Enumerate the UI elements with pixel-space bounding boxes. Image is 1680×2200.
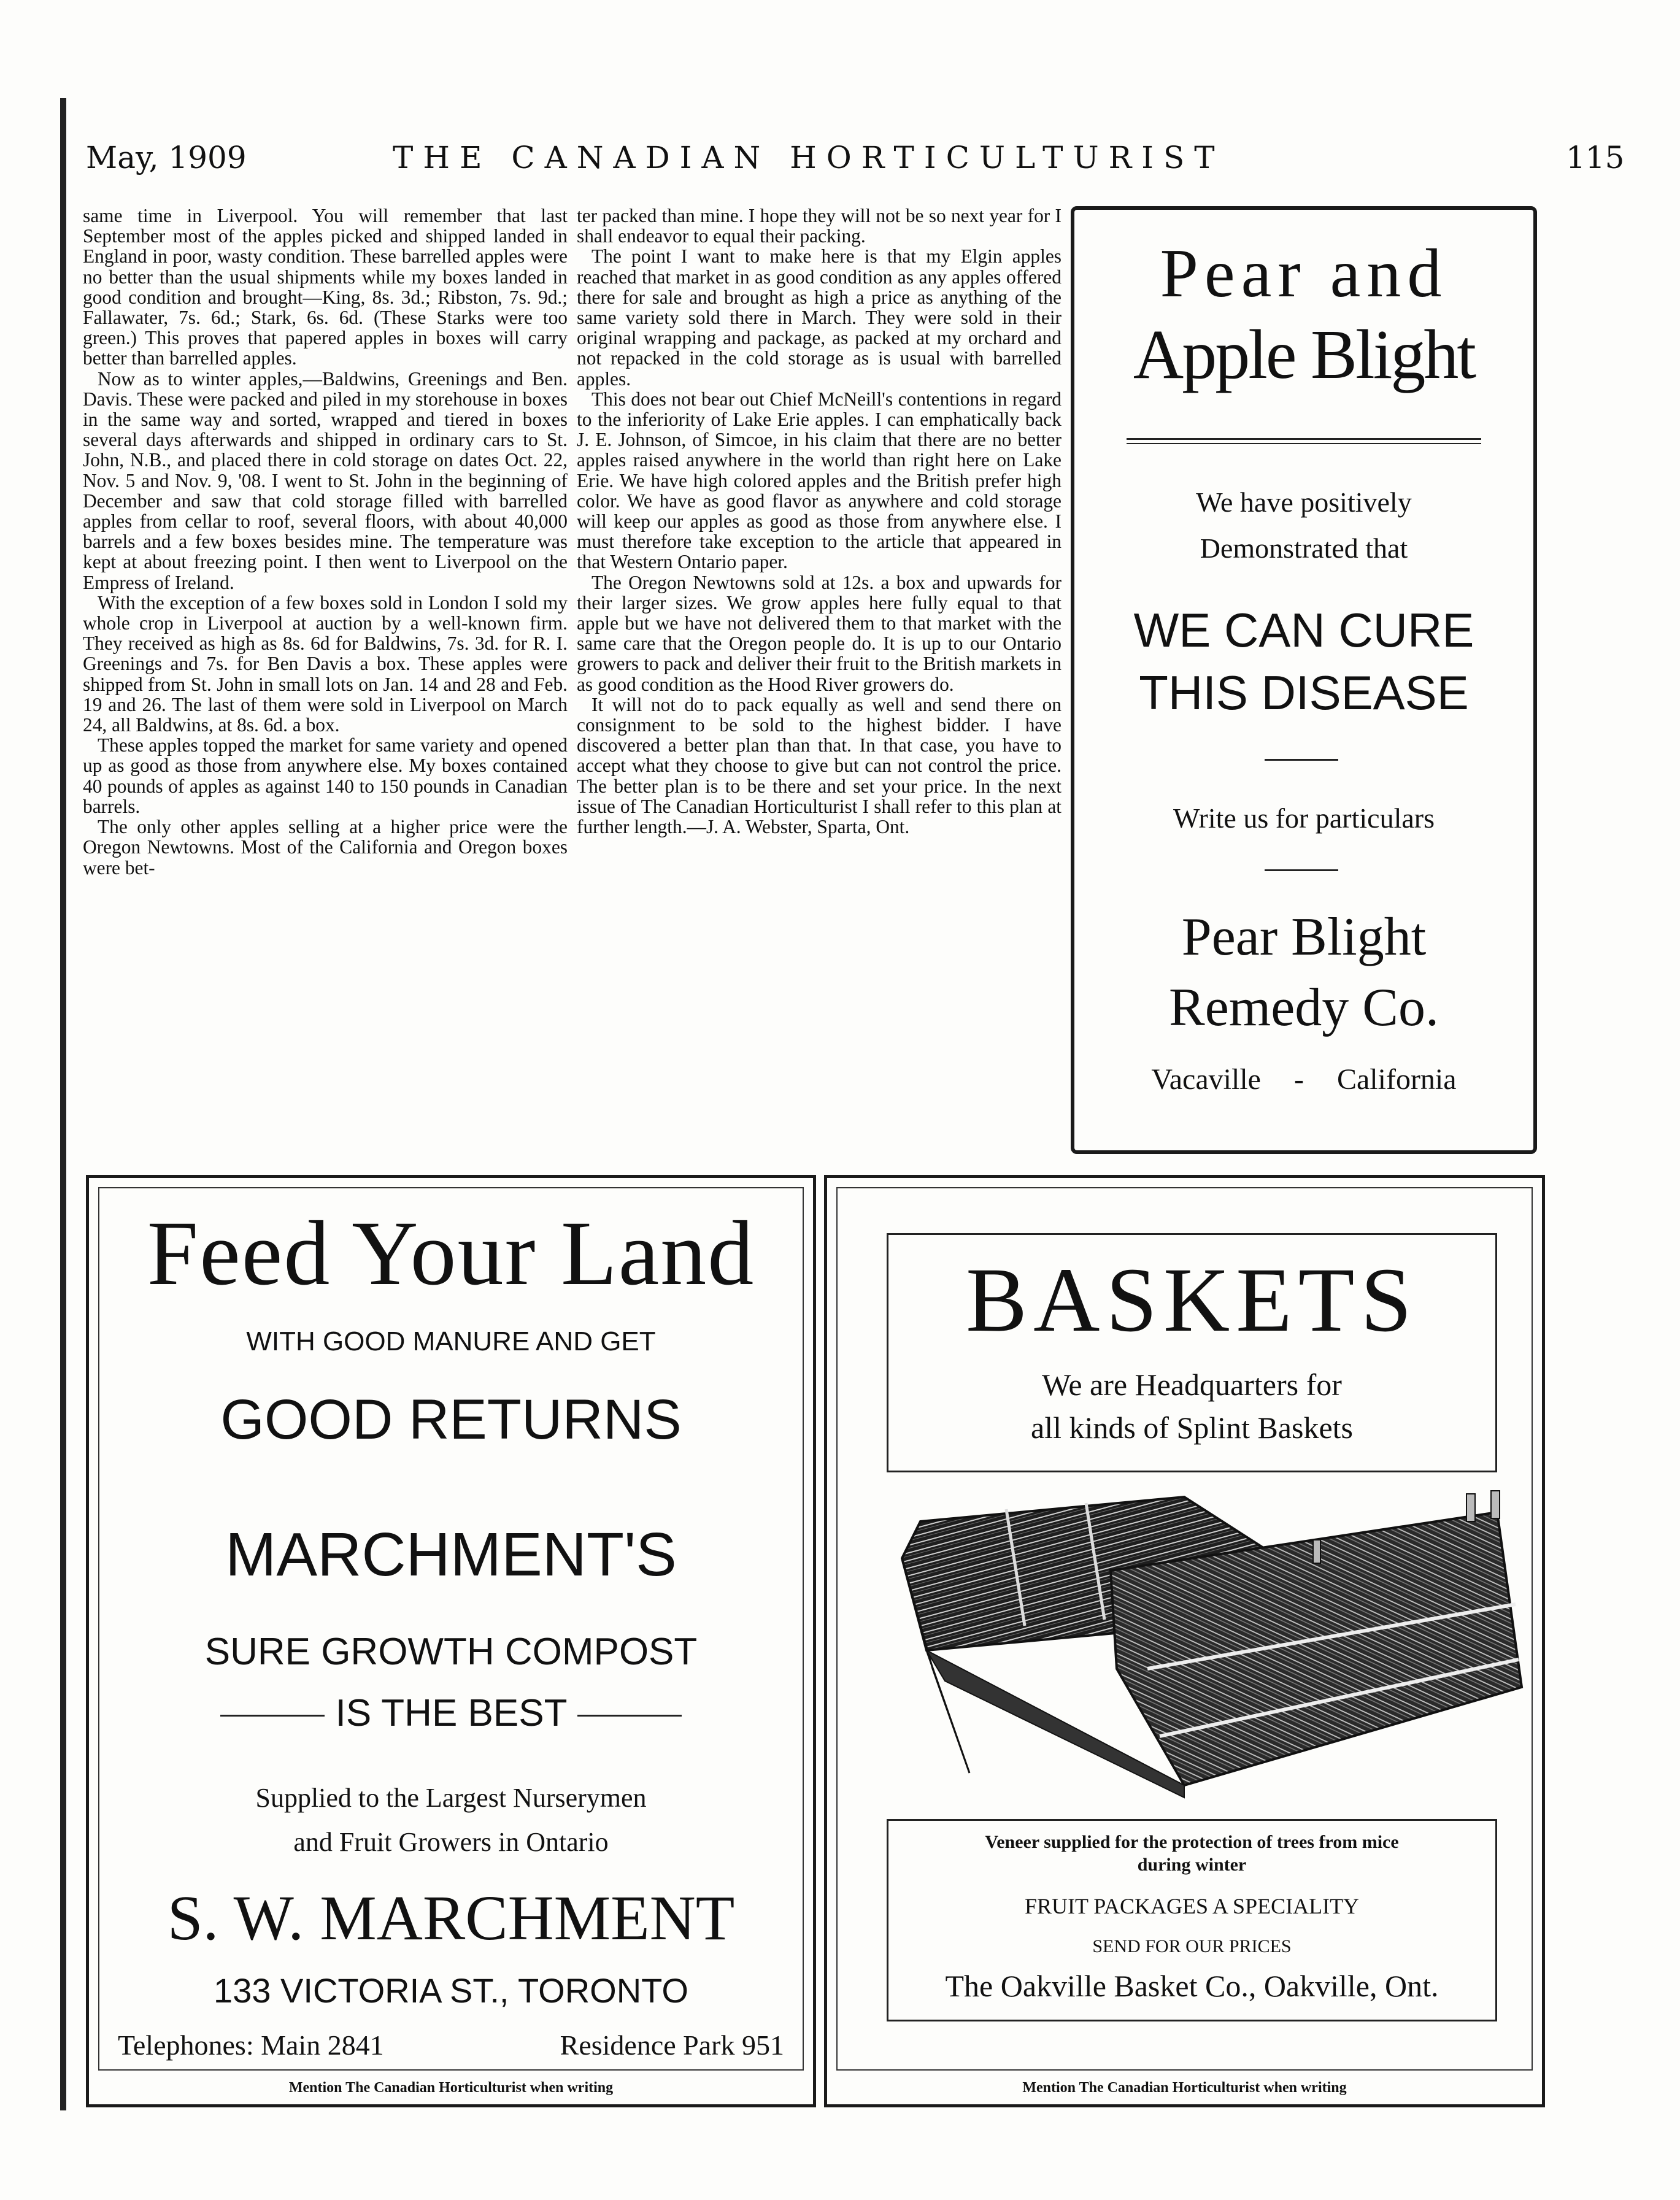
- lid-post: [1313, 1540, 1320, 1563]
- baskets-title-panel: [887, 1233, 1497, 1472]
- feed-ad-product: SURE GROWTH COMPOST: [204, 1631, 698, 1673]
- baskets-sub-1: We are Headquarters for: [1042, 1367, 1342, 1402]
- pear-ad-company-line1: Pear Blight: [1181, 907, 1427, 967]
- divider: [1265, 869, 1338, 871]
- article-paragraph: It will not do to pack equally as well and send there on consignment to be sold to the highest bidder. I have discovered a better plan than that. In that case, you have to accept what they choose to give but can not control the price. The better plan is to be there and set your price. In the next issue of The Canadian Horticulturist I shall refer to this plan at further length.—J. A. Webster, Sparta, Ont.: [577, 693, 1062, 838]
- pear-ad-title-line2: Apple Blight: [1133, 315, 1475, 393]
- feed-ad-address: 133 VICTORIA ST., TORONTO: [214, 1971, 688, 2010]
- feed-ad-best-line: [99, 1691, 803, 1735]
- baskets-sub-2: all kinds of Splint Baskets: [1031, 1410, 1353, 1445]
- location-city: Vacaville: [1151, 1063, 1261, 1096]
- pear-ad-company-line2: Remedy Co.: [1169, 978, 1439, 1037]
- issue-date: May, 1909: [86, 140, 247, 175]
- prices-line: SEND FOR OUR PRICES: [1092, 1936, 1292, 1956]
- left-margin-rule: [60, 98, 66, 2110]
- veneer-line-2: during winter: [1137, 1855, 1247, 1875]
- article-column-1: [83, 206, 568, 878]
- feed-ad-returns: GOOD RETURNS: [220, 1388, 682, 1451]
- feed-ad-supplied-2: and Fruit Growers in Ontario: [293, 1827, 609, 1857]
- rule-right: [577, 1715, 682, 1717]
- publication-title: THE CANADIAN HORTICULTURIST: [393, 140, 1225, 175]
- feed-ad-subline: WITH GOOD MANURE AND GET: [246, 1326, 656, 1356]
- pear-ad-write-line: Write us for particulars: [1173, 802, 1435, 834]
- article-paragraph: With the exception of a few boxes sold in London I sold my whole crop in Liverpool at auction by a well-known firm. They received as high as 8s. 6d for Baldwins, 7s. 3d. for R. I. Greenings and 7s. for Ben Davis a box. These apples were shipped from St. John in small lots on Jan. 14 and 28 and Feb. 19 and 26. The last of them were sold in Liverpool on March 24, all Baldwins, at 8s. 6d. a box.: [83, 591, 568, 736]
- location-separator: -: [1293, 1063, 1304, 1096]
- pear-ad-subtext-2: Demonstrated that: [1200, 533, 1408, 564]
- rule-left: [220, 1715, 325, 1717]
- lid-post: [1491, 1491, 1500, 1518]
- pear-ad-title-line1: Pear and: [1160, 236, 1448, 312]
- ad-inner-border: [98, 1187, 804, 2071]
- feed-ad-phone-residence: Residence Park 951: [560, 2029, 784, 2061]
- specialty-line: FRUIT PACKAGES A SPECIALITY: [1024, 1894, 1360, 1918]
- baskets-headline: BASKETS: [966, 1249, 1418, 1351]
- pear-ad-cure-line2: THIS DISEASE: [1139, 666, 1469, 720]
- article-paragraph: same time in Liverpool. You will remember that last September most of the apples picked and shipped landed in England in poor, wasty condition. These barrelled apples were no better than the usual shipments while my boxes landed in good condition and brought—King, 8s. 3d.; Ribston, 7s. 9d.; Fallawater, 7s. 6d.; Stark, 6s. 6d. (These Starks were too green.) This proves that papered apples in boxes will carry better than barrelled apples.: [83, 205, 568, 369]
- basket-company: The Oakville Basket Co., Oakville, Ont.: [945, 1969, 1439, 2003]
- location-state: California: [1336, 1063, 1457, 1096]
- feed-ad-mention: Mention The Canadian Horticulturist when writing: [288, 2080, 614, 2096]
- divider: [1127, 438, 1481, 440]
- article-paragraph: Now as to winter apples,—Baldwins, Greenings and Ben. Davis. These were packed and piled in my storehouse in boxes in the same way and sorted, wrapped and tiered in boxes several days afterwards and shipped in ordinary cars to St. John, N.B., and placed there in cold storage on dates Oct. 22, Nov. 5 and Nov. 9, '08. I went to St. John in the beginning of December and saw that cold storage filled with barrelled apples from cellar to roof, several floors, with about 40,000 barrels and a few boxes besides mine. The temperature was kept at about freezing point. I then went to Liverpool on the Empress of Ireland.: [83, 367, 568, 593]
- pear-blight-advertisement: [1071, 206, 1537, 1154]
- pear-ad-subtext-1: We have positively: [1196, 487, 1412, 518]
- feed-ad-headline: Feed Your Land: [147, 1202, 755, 1304]
- feed-ad-company-name: S. W. MARCHMENT: [167, 1883, 735, 1953]
- page-number: 115: [1566, 140, 1625, 175]
- divider: [1127, 443, 1481, 444]
- article-paragraph: These apples topped the market for same variety and opened up as good as those from anywhere else. My boxes contained 40 pounds of apples as against 140 to 150 pounds in Canadian barrels.: [83, 734, 568, 817]
- baskets-info-panel: [887, 1819, 1497, 2021]
- article-paragraph: The Oregon Newtowns sold at 12s. a box and upwards for their larger sizes. We grow apples here fully equal to that apple but we have not delivered them to that market with the same care that the Oregon people do. It is up to our Ontario growers to pack and deliver their fruit to the British markets in as good condition as the Hood River growers do.: [577, 571, 1062, 695]
- pear-ad-location: [1074, 1063, 1533, 1096]
- lid-post: [1466, 1494, 1475, 1521]
- divider: [1265, 759, 1338, 761]
- pear-ad-cure-line1: WE CAN CURE: [1133, 603, 1474, 657]
- article-paragraph: The point I want to make here is that my Elgin apples reached that market in as good condition as any apples offered there for sale and brought as high a price as anything of the same variety sold there in March. They were sold in their original wrapping and package, as packed at my orchard and not repacked in the cold storage as is usual with barrelled apples.: [577, 245, 1062, 390]
- article-paragraph: This does not bear out Chief McNeill's contentions in regard to the inferiority of Lake Erie apples. I can emphatically back J. E. Johnson, of Simcoe, in his claim that there are no better apples raised anywhere in the world than right here on Lake Erie. We have high colored apples and the British prefer high color. We have as good flavor as anywhere and cold storage will keep our apples as good as those from anywhere else. I must therefore take exception to the article that appeared in that Western Ontario paper.: [577, 388, 1062, 573]
- feed-ad-phone-main: Telephones: Main 2841: [118, 2029, 384, 2061]
- feed-ad-supplied-1: Supplied to the Largest Nurserymen: [255, 1783, 647, 1813]
- article-column-2: [577, 206, 1062, 837]
- feed-ad-brand: MARCHMENT'S: [225, 1520, 677, 1589]
- veneer-line-1: Veneer supplied for the protection of trees from mice: [985, 1832, 1399, 1852]
- article-paragraph: The only other apples selling at a higher price were the Oregon Newtowns. Most of the California and Oregon boxes were bet-: [83, 816, 568, 879]
- article-paragraph: ter packed than mine. I hope they will not be so next year for I shall endeavor to equal their packing.: [577, 205, 1062, 247]
- splint-basket-illustration: [841, 1485, 1534, 1804]
- feed-ad-best: IS THE BEST: [335, 1692, 567, 1734]
- baskets-ad-mention: Mention The Canadian Horticulturist when writing: [1022, 2080, 1347, 2096]
